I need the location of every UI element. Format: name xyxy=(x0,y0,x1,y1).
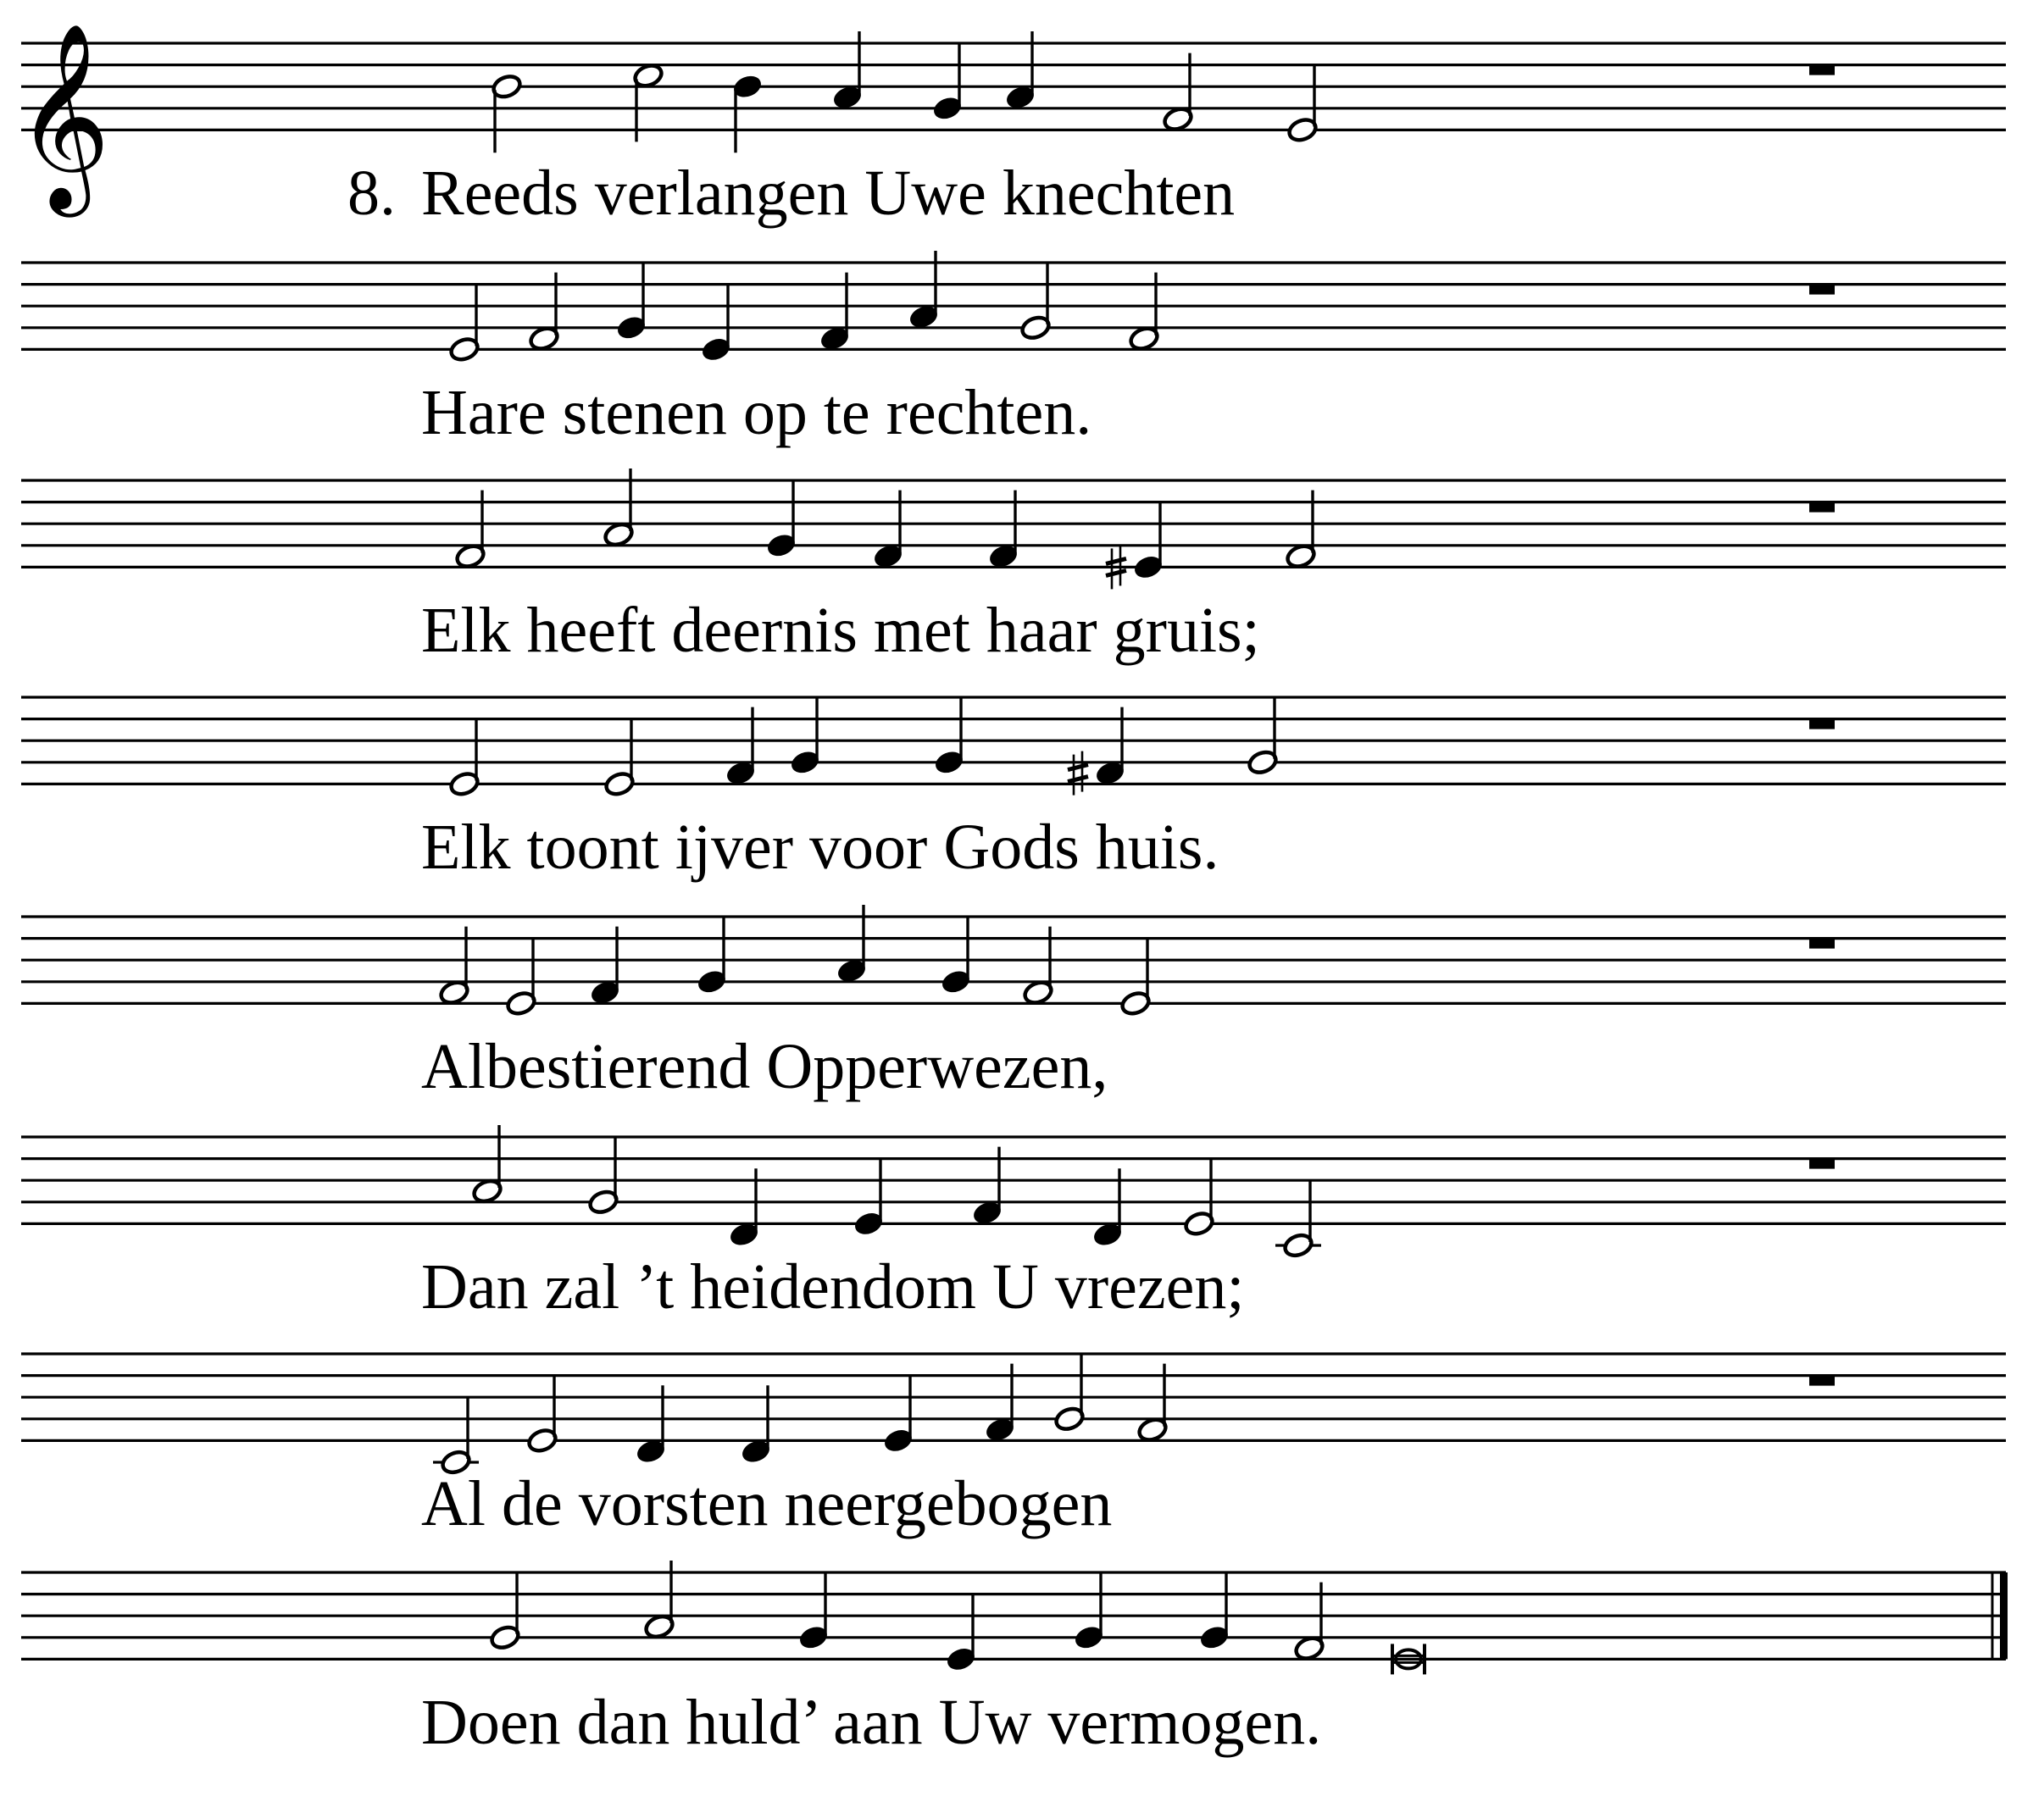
lyric-line-5: Albestierend Opperwezen, xyxy=(421,1031,1108,1102)
lyric-line-3: Elk heeft deernis met haar gruis; xyxy=(421,595,1260,666)
lyric-line-7: Al de vorsten neergebogen xyxy=(421,1468,1113,1539)
treble-clef-icon: 𝄞 xyxy=(15,21,111,209)
verse-number: 8. xyxy=(347,158,396,229)
lyric-line-4: Elk toont ijver voor Gods huis. xyxy=(421,812,1219,883)
lyric-line-1: Reeds verlangen Uwe knechten xyxy=(421,158,1236,229)
lyric-line-2: Hare stenen op te rechten. xyxy=(421,377,1092,448)
lyric-line-8: Doen dan huld’ aan Uw vermogen. xyxy=(421,1687,1322,1758)
lyric-line-6: Dan zal ’t heidendom U vrezen; xyxy=(421,1251,1245,1322)
